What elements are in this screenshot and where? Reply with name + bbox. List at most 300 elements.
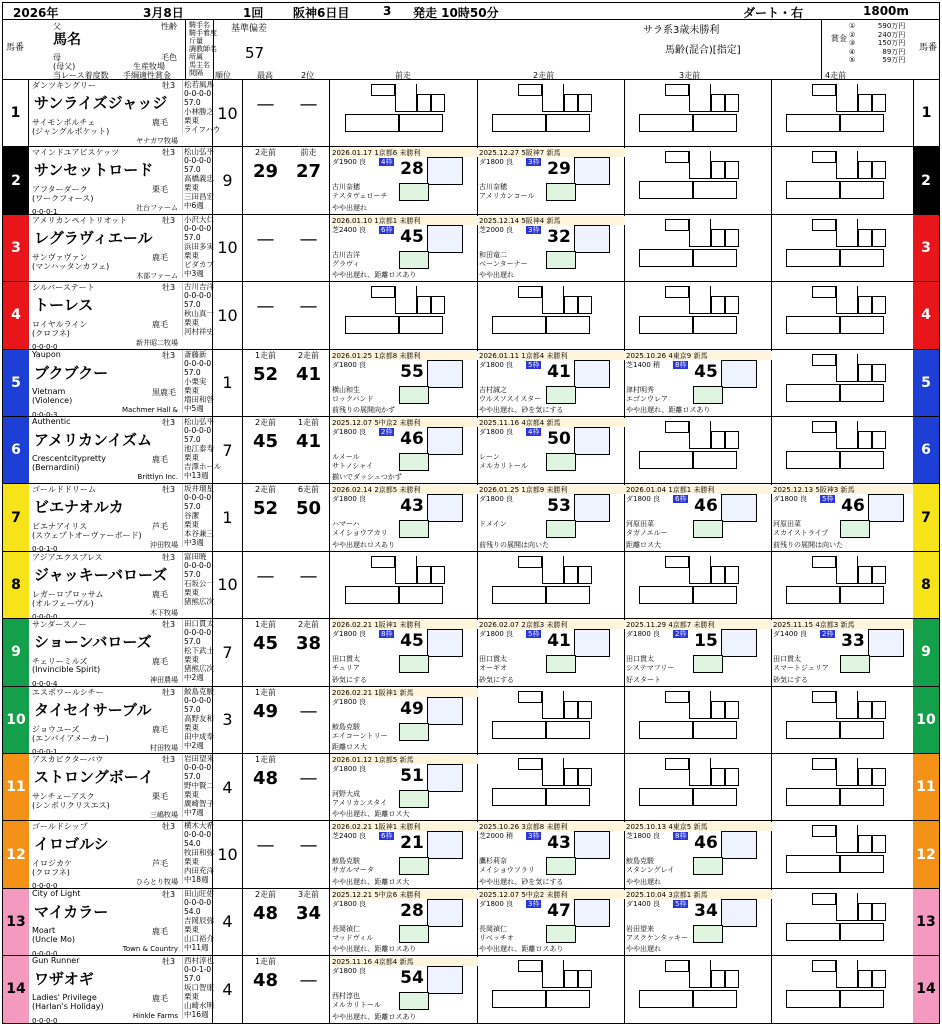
race-score: 34 (694, 900, 718, 921)
race-surface: ダ1800 良 (626, 630, 661, 639)
past-race[interactable] (331, 889, 478, 955)
broodmare-sire: (マンハッタンカフェ) (32, 261, 110, 271)
best-label: 1走前 (254, 687, 277, 697)
horse-info (30, 147, 213, 213)
umaban-right: 13 (913, 889, 939, 955)
race-jockey: 鮫島克駿 (626, 857, 654, 866)
horse-row[interactable] (2, 350, 940, 417)
label-sire: 父 (53, 22, 61, 31)
sex-age: 牡3 (162, 957, 176, 967)
past-race[interactable] (478, 821, 625, 887)
horse-row[interactable] (2, 889, 940, 956)
race-score: 45 (694, 361, 718, 382)
jockey-column: 横木大希 0-0-0-0 54.0 牧田和弥 栗東 内田充洋 中18週 (184, 821, 214, 885)
horse-name[interactable]: トーレス (34, 296, 94, 315)
sex-age: 牡3 (162, 889, 176, 899)
horse-name[interactable]: イロゴルシ (34, 835, 109, 854)
race-score: 28 (400, 900, 424, 921)
best-score: 29 (252, 161, 279, 183)
race-head: 2026.01.11 1京都4 未勝利 (479, 351, 625, 360)
race-tags (399, 723, 429, 741)
label-bms: (母父) (53, 62, 76, 71)
race-detail-box (868, 629, 904, 657)
umaban-right: 7 (913, 484, 939, 550)
best-scores (244, 417, 330, 483)
horse-row[interactable] (2, 417, 940, 484)
horse-name[interactable]: マイカラー (34, 902, 109, 921)
past-race-empty (772, 417, 919, 483)
sire: ゴールドシップ (32, 822, 88, 832)
condition-2: 馬齢(混合)[指定] (665, 45, 741, 56)
race-tags (546, 453, 576, 471)
second-score: — (299, 296, 318, 318)
umaban-label-right: 馬番 (919, 43, 938, 53)
race-comment: やや出遅れ、距離ロス大 (332, 810, 410, 819)
sire: City of Light (32, 888, 81, 898)
past-race-empty (625, 147, 772, 213)
horse-info (30, 484, 213, 550)
label-breeder: 生産牧場 (133, 62, 165, 71)
best-score: 52 (252, 498, 279, 520)
jockey-column: 坂井瑠星 0-0-0-0 57.0 谷潔 栗東 本谷兼三 中3週 (184, 484, 214, 548)
race-winner: ベーンターナー (479, 259, 528, 268)
best-scores (244, 484, 330, 550)
dam: ビエナアイリス (32, 522, 88, 532)
umaban-left: 8 (3, 552, 29, 618)
race-winner: マッドヴィル (332, 933, 374, 942)
race-score: 15 (694, 631, 718, 652)
sex-age: 牡3 (162, 620, 176, 630)
race-head: 2025.12.21 5中京6 未勝利 (332, 890, 478, 899)
race-head: 2026.01.04 1京都1 未勝利 (626, 485, 772, 494)
race-tags (693, 655, 723, 673)
race-score: 43 (400, 496, 424, 517)
best-label: 1走前 (254, 350, 277, 360)
race-head: 2026.02.07 2京都3 未勝利 (479, 620, 625, 629)
past-race[interactable] (331, 147, 478, 213)
race-score: 45 (400, 631, 424, 652)
umaban-right: 9 (913, 619, 939, 685)
race-tags (546, 655, 576, 673)
race-head: 2025.12.14 5阪神4 新馬 (479, 216, 625, 225)
condition-1: サラ系3歳未勝利 (643, 25, 720, 36)
rank: 1 (213, 484, 243, 550)
race-winner: サトノシャイ (332, 462, 374, 470)
sire: Gun Runner (32, 956, 80, 966)
past-race[interactable] (331, 821, 478, 887)
race-detail-box (427, 697, 463, 725)
race-score: 47 (547, 900, 571, 921)
horse-name[interactable]: ジャッキーバローズ (34, 565, 168, 584)
sire: アスカビクターバウ (32, 755, 104, 764)
col-prev1: 前走 (395, 71, 411, 80)
second-score: — (299, 768, 318, 789)
race-jockey: 鷹杉莉奈 (479, 857, 507, 866)
horse-row[interactable] (2, 552, 940, 619)
coat: 鹿毛 (152, 455, 168, 464)
race-comment: 揃いでダッシュつかず (332, 473, 402, 482)
race-jockey: 長岡禎仁 (479, 924, 507, 933)
race-detail-box (427, 225, 463, 253)
race-comment: やや出遅れ、距離ロスあり (332, 945, 417, 954)
race-head: 2025.11.15 4京都3 新馬 (773, 620, 919, 629)
race-detail-box (427, 494, 463, 522)
horse-row[interactable] (2, 215, 940, 282)
race-surface: ダ1800 良 (332, 967, 367, 976)
sire: アメリカンペイトリオット (32, 215, 128, 225)
breeder: Brittlyn Inc. (137, 473, 178, 481)
race-comment: やや出遅れ、砂を気にする (479, 877, 564, 886)
race-detail-box (574, 629, 610, 657)
jockey-column: 松山弘平 0-0-0-0 57.0 池江泰寿 栗東 吉澤ホール 中13週 (184, 417, 222, 480)
coat: 鹿毛 (152, 724, 168, 734)
past-race-empty (331, 552, 478, 618)
month-day: 3月8日 (143, 6, 184, 20)
horse-info (30, 417, 222, 483)
breeder: 神田農場 (150, 676, 178, 685)
race-detail-box (427, 764, 463, 792)
umaban-right: 3 (913, 215, 939, 281)
best-scores (244, 821, 330, 887)
race-tags (399, 453, 429, 471)
race-waku: 2枠 (381, 428, 393, 436)
dam: Ladies' Privilege (32, 993, 97, 1003)
race-detail-box (427, 629, 463, 657)
past-race-empty (625, 754, 772, 820)
race-winner: ロックバンド (332, 394, 374, 403)
sex-age: 牡3 (162, 215, 176, 225)
horse-row[interactable] (2, 821, 940, 888)
race-score: 46 (841, 496, 865, 517)
race-jockey: 長岡禎仁 (332, 924, 360, 933)
race-waku: 3枠 (528, 899, 540, 908)
past-race[interactable] (625, 889, 772, 955)
best-score: 45 (252, 431, 279, 452)
horse-name[interactable]: ブクブクー (34, 363, 109, 382)
dam: Vietnam (32, 386, 66, 396)
race-jockey: 田口貫太 (479, 655, 507, 664)
umaban-left: 14 (3, 956, 29, 1022)
coat: 鹿毛 (152, 589, 168, 599)
rank: 7 (213, 417, 243, 483)
past-race-empty (625, 80, 772, 146)
umaban-left: 6 (3, 417, 29, 483)
second-label: 前走 (300, 148, 317, 158)
past-race-empty (625, 956, 772, 1022)
race-surface: ダ1800 良 (479, 630, 514, 639)
best-scores (244, 687, 330, 753)
race-head: 2026.01.25 1京都9 未勝利 (479, 485, 625, 494)
race-winner: タガノエルー (626, 529, 668, 538)
horse-name[interactable]: レグラヴィエール (34, 228, 153, 247)
past-race[interactable] (331, 754, 478, 820)
race-score: 33 (841, 631, 865, 652)
horse-name[interactable]: タイセイサーブル (34, 700, 152, 719)
best-scores (244, 754, 330, 820)
horse-name[interactable]: サンセットロード (34, 161, 154, 180)
breeder: 村田牧場 (150, 743, 178, 752)
past-race-empty (772, 350, 919, 416)
best-score: — (256, 565, 275, 587)
race-comment: 砂気にする (332, 675, 367, 684)
race-score: 46 (694, 833, 718, 854)
horse-row[interactable] (2, 484, 940, 551)
horse-info (30, 215, 213, 281)
past-race-empty (772, 889, 919, 955)
race-score: 53 (547, 496, 571, 517)
second-score: — (299, 700, 318, 722)
past-race-empty (772, 80, 919, 146)
race-comment: やや出遅れ、距離ロスあり (332, 1012, 417, 1021)
race-tags (840, 655, 870, 673)
race-detail-box (721, 494, 757, 522)
best-score: 48 (252, 902, 279, 924)
race-score: 41 (547, 631, 571, 652)
record: 0-0-1-0 (32, 545, 58, 552)
best-label: 1走前 (254, 957, 277, 967)
past-race[interactable] (331, 484, 478, 550)
prize-list: ① 590万円 ② 240万円 ③ 150万円 ④ 89万円 ⑤ 59万円 (849, 22, 906, 64)
race-winner: メルカリトール (479, 462, 528, 470)
umaban-right: 11 (913, 754, 939, 820)
race-waku: 4枠 (528, 428, 540, 436)
race-waku: 5枠 (528, 360, 540, 369)
sex-age: 牡3 (162, 148, 176, 158)
race-waku: 2枠 (822, 630, 834, 639)
race-jockey: ルメール (332, 453, 360, 461)
best-scores (244, 215, 330, 281)
coat: 栗毛 (152, 185, 168, 195)
race-tags (546, 520, 576, 538)
past-race[interactable] (331, 956, 478, 1022)
race-jockey: 津村明秀 (626, 385, 654, 394)
race-waku: 5枠 (675, 899, 687, 908)
best-label: 2走前 (254, 148, 277, 158)
past-race[interactable] (478, 484, 625, 550)
coat: 鹿毛 (152, 657, 168, 667)
past-race-empty (772, 754, 919, 820)
race-score: 55 (400, 361, 424, 382)
best-scores (244, 350, 330, 416)
race-waku: 3枠 (528, 158, 540, 167)
best-score: 45 (252, 633, 279, 655)
horse-name[interactable]: ショーンバローズ (34, 633, 152, 652)
rank: 10 (213, 552, 243, 618)
past-race[interactable] (478, 147, 625, 213)
past-race-empty (772, 821, 919, 887)
race-tags (399, 520, 429, 538)
record: 0-0-0-0 (32, 343, 58, 350)
record: 0-0-0-3 (32, 410, 58, 417)
sex-age: 牡3 (162, 350, 176, 360)
umaban-left: 11 (3, 754, 29, 820)
race-comment: 砂気にする (773, 675, 808, 684)
race-head: 2025.11.29 4京都7 未勝利 (626, 620, 772, 629)
race-surface: 芝2000 良 (479, 225, 514, 234)
past-race-empty (772, 147, 919, 213)
broodmare-sire: (オルフェーヴル) (32, 598, 94, 608)
race-jockey: 古川奈穂 (332, 183, 360, 192)
sire: シルバーステート (32, 283, 95, 293)
umaban-left: 7 (3, 484, 29, 550)
race-detail-box (574, 157, 610, 185)
past-race[interactable] (331, 417, 478, 483)
race-head: 2025.10.13 4東京5 新馬 (626, 822, 772, 831)
past-race[interactable] (478, 619, 625, 685)
kijun-label: 基準偏差 (231, 24, 268, 34)
past-race[interactable] (478, 889, 625, 955)
past-race[interactable] (478, 417, 625, 483)
race-surface: 芝2000 稍 (479, 832, 514, 841)
race-comment: やや出遅れ、距離ロスあり (479, 945, 564, 954)
horse-name[interactable]: ワザオギ (34, 970, 94, 989)
race-score: 43 (547, 833, 571, 854)
horse-row[interactable] (2, 147, 940, 214)
breeder: Machmer Hall & (122, 405, 178, 414)
race-detail-box (427, 831, 463, 859)
sex-age: 牡3 (162, 552, 176, 562)
horse-name[interactable]: アメリカンイズム (34, 431, 153, 449)
race-jockey: 西村淳也 (332, 992, 360, 1001)
rank: 9 (213, 147, 243, 213)
past-race[interactable] (331, 687, 478, 753)
race-head: 2026.02.21 1阪神1 新馬 (332, 688, 478, 697)
coat: 鹿毛 (152, 994, 168, 1004)
race-detail-box (427, 966, 463, 994)
best-scores (244, 147, 330, 213)
breeder: Town & Country (122, 944, 178, 953)
dam: ジョウユーズ (32, 724, 80, 734)
second-score: — (299, 228, 318, 250)
race-score: 29 (547, 159, 571, 180)
race-winner: アメリカンコール (479, 192, 535, 201)
broodmare-sire: (Violence) (32, 395, 73, 405)
race-waku: 3枠 (528, 832, 540, 841)
jockey-column: 松若風馬 0-0-0-0 57.0 小林勝之 栗東 ライフハウ (184, 80, 221, 134)
breeder: 木部ファーム (136, 271, 178, 280)
race-detail-box (721, 360, 757, 388)
race-score: 21 (400, 833, 424, 854)
second-score: 27 (295, 161, 322, 183)
horse-row[interactable] (2, 956, 940, 1023)
label-sex: 性齢 (161, 22, 177, 31)
horse-row[interactable] (2, 754, 940, 821)
umaban-label: 馬番 (6, 43, 25, 53)
past-race[interactable] (331, 619, 478, 685)
horse-row[interactable] (2, 687, 940, 754)
past-race[interactable] (625, 484, 772, 550)
race-surface: 芝1400 稍 (626, 360, 661, 369)
broodmare-sire: (クロフネ) (32, 329, 70, 339)
past-race[interactable] (331, 350, 478, 416)
horse-name[interactable]: ストロングボーイ (34, 768, 154, 786)
race-number: 3 (383, 4, 392, 18)
horse-row[interactable] (2, 282, 940, 349)
breeder: 三嶋牧場 (150, 811, 178, 819)
race-detail-box (427, 899, 463, 927)
horse-name[interactable]: ビエナオルカ (34, 498, 124, 517)
past-race-empty (478, 956, 625, 1022)
race-detail-box (574, 360, 610, 388)
label-name: 馬名 (53, 32, 81, 48)
past-race[interactable] (625, 350, 772, 416)
past-race-empty (625, 215, 772, 281)
best-scores (244, 552, 330, 618)
horse-row[interactable] (2, 619, 940, 686)
race-surface: ダ1400 良 (626, 899, 661, 908)
race-tags (399, 925, 429, 943)
race-jockey: 田口貫太 (332, 655, 360, 664)
broodmare-sire: (シンボリクリスエス) (32, 801, 110, 810)
sire: Yaupon (32, 349, 61, 359)
race-waku: 6枠 (381, 832, 393, 841)
broodmare-sire: (ジャングルポケット) (32, 127, 110, 136)
past-race[interactable] (772, 484, 919, 550)
race-score: 51 (400, 766, 424, 786)
race-waku: 2枠 (675, 630, 687, 639)
best-scores (244, 619, 330, 685)
race-jockey: 和田竜二 (479, 250, 507, 259)
race-jockey: 吉村誠之 (479, 385, 507, 394)
race-jockey: 鮫島克駿 (332, 722, 360, 731)
horse-info (30, 80, 221, 146)
breeder: 社台ファーム (136, 204, 178, 213)
past-race[interactable] (478, 350, 625, 416)
race-score: 46 (400, 429, 424, 449)
prize-label: 賞金 (831, 34, 847, 43)
dam: アフターダーク (32, 185, 88, 195)
umaban-left: 12 (3, 821, 29, 887)
race-surface: ダ1800 良 (332, 630, 367, 639)
horse-name[interactable]: サンライズジャッジ (34, 94, 168, 112)
umaban-right: 1 (913, 80, 939, 146)
race-comment: やや出遅れ (626, 945, 661, 954)
jockey-column: 古川吉洋 0-0-0-0 57.0 秋山真一 栗東 河村祥史 (184, 282, 214, 337)
race-surface: ダ1800 良 (626, 495, 661, 504)
race-waku: 4枠 (381, 158, 393, 167)
past-race[interactable] (331, 215, 478, 281)
dam: ロイヤルライン (32, 320, 88, 330)
past-race[interactable] (478, 215, 625, 281)
second-score: 38 (295, 633, 322, 655)
past-race[interactable] (625, 619, 772, 685)
race-comment: やや出遅れ、距離ロスあり (626, 405, 711, 414)
sex-age: 牡3 (162, 485, 176, 495)
race-winner: メイショウアカリ (332, 529, 388, 538)
race-winner: オーギオ (479, 664, 507, 673)
race-surface: ダ1900 良 (332, 158, 367, 167)
race-winner: アスクケンタッキー (626, 933, 689, 942)
jockey-column: 田口貫太 0-0-0-0 57.0 松下武士 栗東 猪熊広次 中2週 (184, 619, 214, 683)
race-winner: スタンングレイ (626, 866, 675, 875)
past-race-empty (772, 687, 919, 753)
umaban-right: 10 (913, 687, 939, 753)
race-detail-box (574, 494, 610, 522)
jockey-column: 富田暁 0-0-0-0 57.0 石坂公一 栗東 猪熊広次 (184, 551, 214, 606)
horse-row[interactable] (2, 80, 940, 147)
col-prev4: 4走前 (825, 71, 847, 80)
past-race[interactable] (772, 619, 919, 685)
sex-age: 牡3 (162, 755, 176, 764)
second-label: 2走前 (297, 350, 320, 360)
rank: 10 (213, 282, 243, 348)
past-race[interactable] (625, 821, 772, 887)
sire: サンダースノー (32, 620, 87, 630)
second-score: — (299, 94, 318, 115)
race-head: 2026.02.21 1阪神1 未勝利 (332, 822, 478, 831)
past-race-empty (772, 215, 919, 281)
rank: 1 (213, 350, 243, 416)
